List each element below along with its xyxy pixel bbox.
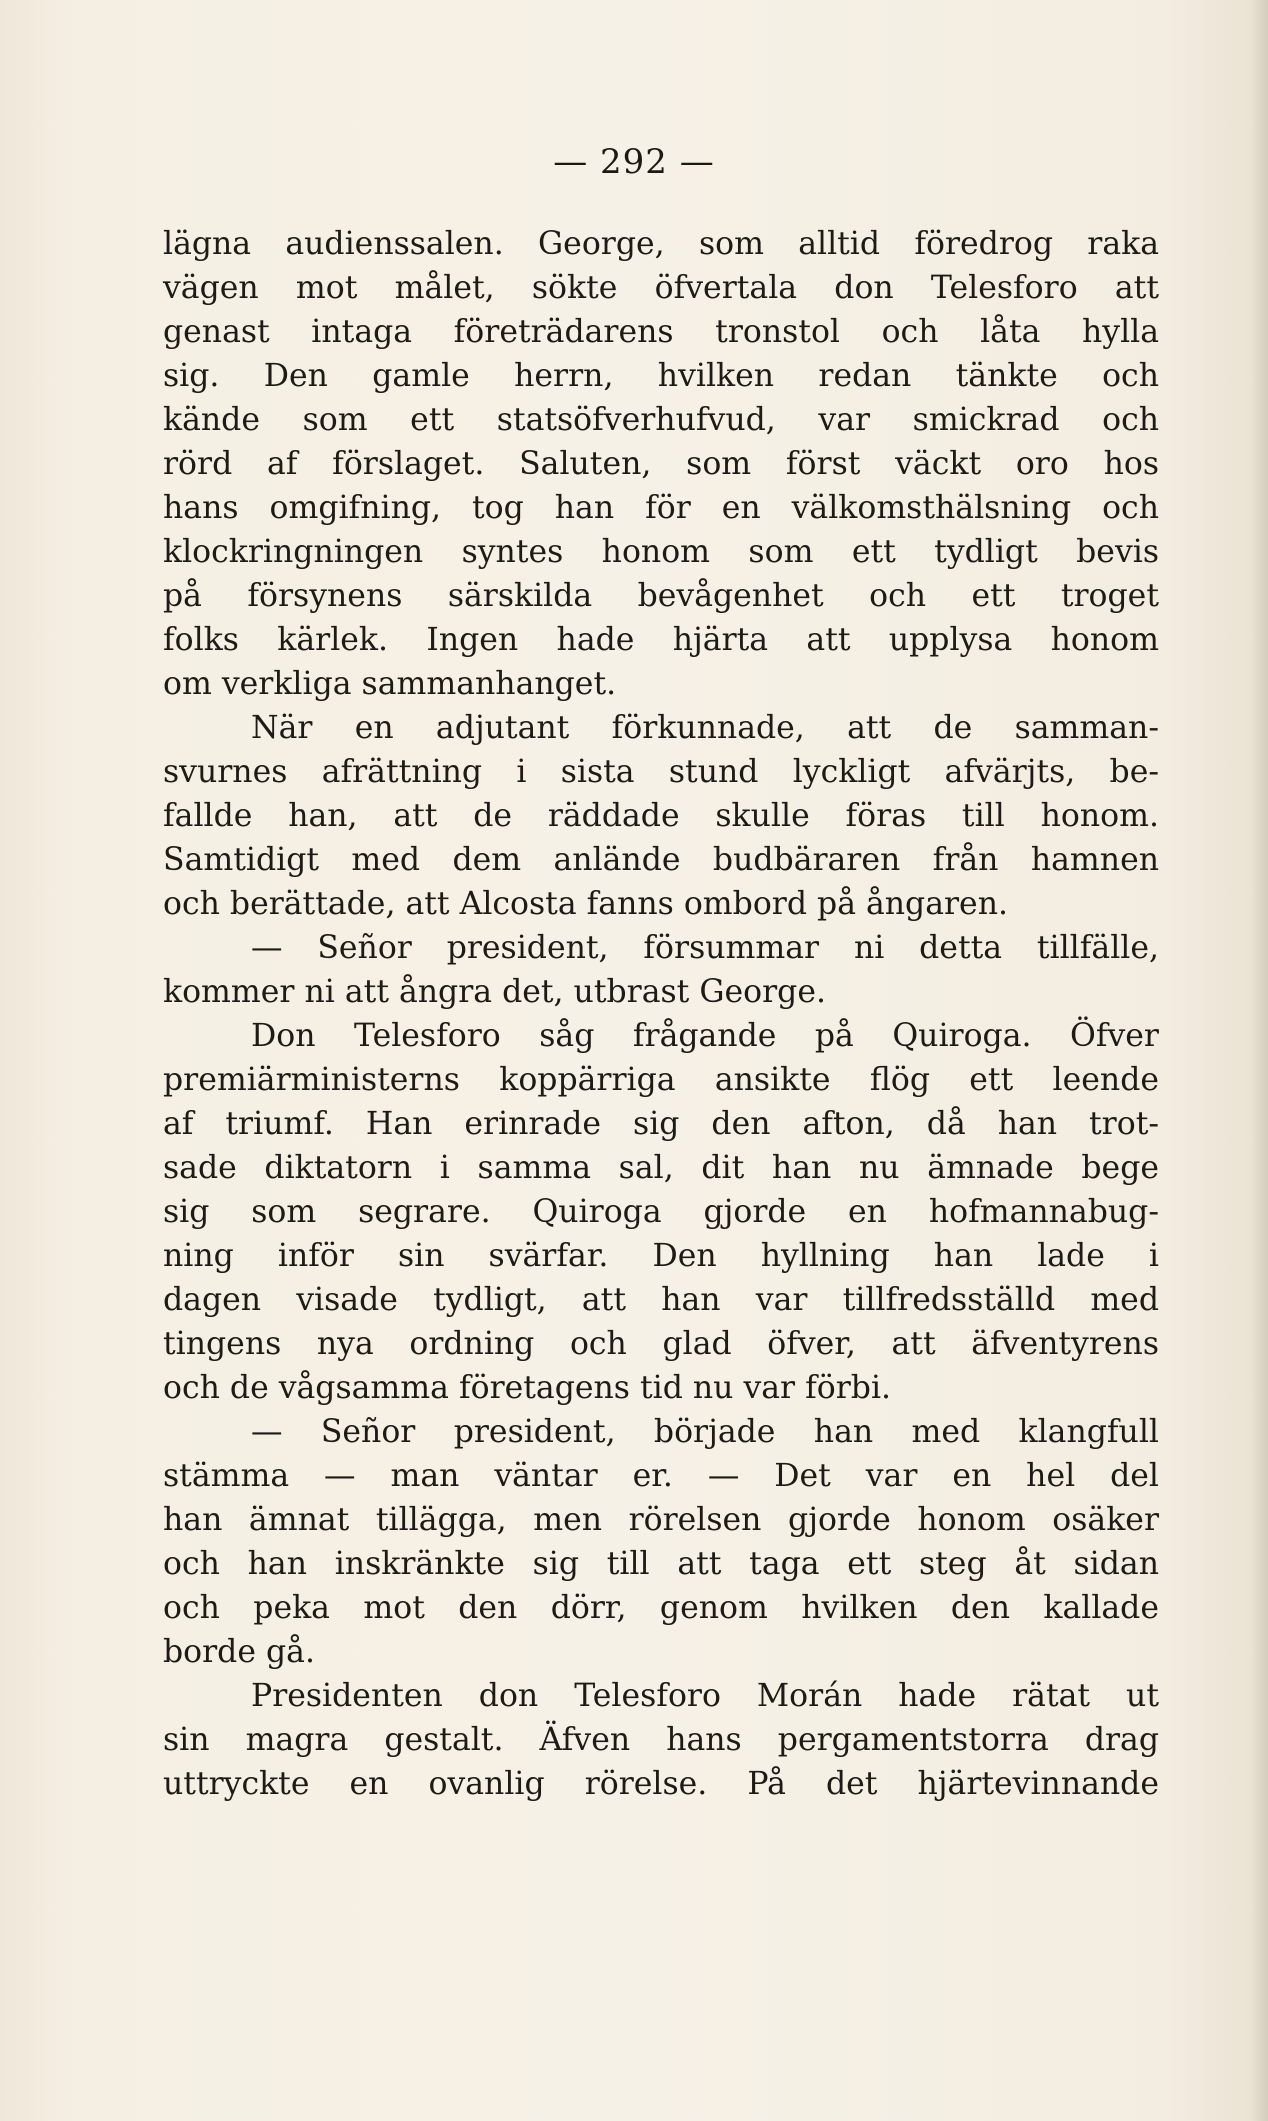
text-line: — Señor president, började han med klangfull	[251, 1414, 1159, 1450]
text-line: Don Telesforo såg frågande på Quiroga. Öfver	[251, 1018, 1159, 1054]
text-line: och de vågsamma företagens tid nu var förbi.	[163, 1370, 892, 1406]
page-edge-shadow	[1250, 0, 1268, 2121]
text-line: ning inför sin svärfar. Den hyllning han lade i	[163, 1238, 1159, 1274]
page-number: — 292 —	[553, 142, 715, 182]
text-line: fallde han, att de räddade skulle föras till honom.	[163, 798, 1159, 834]
text-line: När en adjutant förkunnade, att de samman-	[251, 710, 1159, 746]
text-line: stämma — man väntar er. — Det var en hel del	[163, 1458, 1159, 1494]
text-line: uttryckte en ovanlig rörelse. På det hjärtevinnande	[163, 1766, 1159, 1802]
text-line: Samtidigt med dem anlände budbäraren från hamnen	[163, 842, 1159, 878]
text-line: tingens nya ordning och glad öfver, att äfventyrens	[163, 1326, 1159, 1362]
text-line: — Señor president, försummar ni detta tillfälle,	[251, 930, 1159, 966]
text-line: vägen mot målet, sökte öfvertala don Telesforo att	[163, 270, 1159, 306]
text-line: sig. Den gamle herrn, hvilken redan tänkte och	[163, 358, 1159, 394]
text-line: Presidenten don Telesforo Morán hade rätat ut	[251, 1678, 1159, 1714]
text-line: svurnes afrättning i sista stund lyckligt afvärjts, be-	[163, 754, 1159, 790]
text-line: och han inskränkte sig till att taga ett steg åt sidan	[163, 1546, 1159, 1582]
text-line: hans omgifning, tog han för en välkomsthälsning och	[163, 490, 1159, 526]
text-line: lägna audienssalen. George, som alltid föredrog raka	[163, 226, 1159, 262]
text-line: klockringningen syntes honom som ett tydligt bevis	[163, 534, 1159, 570]
text-line: sig som segrare. Quiroga gjorde en hofmannabug-	[163, 1194, 1159, 1230]
body-text	[163, 222, 1159, 1806]
text-line: borde gå.	[163, 1634, 315, 1670]
text-line: på försynens särskilda bevågenhet och ett troget	[163, 578, 1159, 614]
text-line: rörd af förslaget. Saluten, som först väckt oro hos	[163, 446, 1159, 482]
text-line: af triumf. Han erinrade sig den afton, då han trot-	[163, 1106, 1159, 1142]
text-line: genast intaga företrädarens tronstol och låta hylla	[163, 314, 1159, 350]
text-line: han ämnat tillägga, men rörelsen gjorde honom osäker	[163, 1502, 1159, 1538]
text-line: och berättade, att Alcosta fanns ombord på ångaren.	[163, 886, 1008, 922]
text-line: om verkliga sammanhanget.	[163, 666, 617, 702]
text-line: premiärministerns koppärriga ansikte flög ett leende	[163, 1062, 1159, 1098]
text-line: sade diktatorn i samma sal, dit han nu ämnade bege	[163, 1150, 1159, 1186]
text-line: och peka mot den dörr, genom hvilken den kallade	[163, 1590, 1159, 1626]
text-line: kommer ni att ångra det, utbrast George.	[163, 974, 826, 1010]
text-line: folks kärlek. Ingen hade hjärta att upplysa honom	[163, 622, 1159, 658]
text-line: kände som ett statsöfverhufvud, var smickrad och	[163, 402, 1159, 438]
text-line: dagen visade tydligt, att han var tillfredsställd med	[163, 1282, 1159, 1318]
text-line: sin magra gestalt. Äfven hans pergamentstorra drag	[163, 1722, 1159, 1758]
